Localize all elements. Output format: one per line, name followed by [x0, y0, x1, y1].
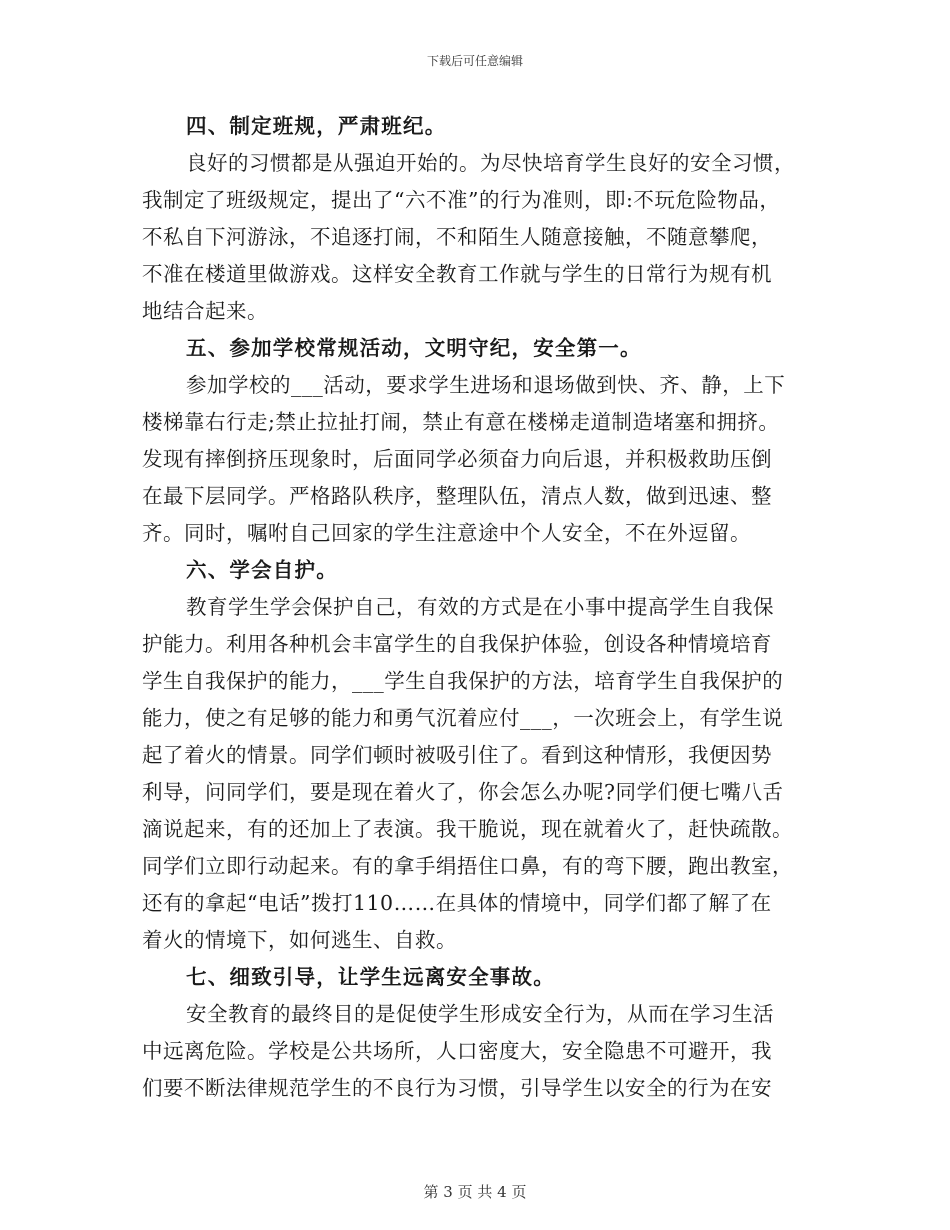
document-body — [142, 108, 822, 1107]
paragraph-line: 地结合起来。 — [142, 299, 268, 323]
paragraph-line: 能力，使之有足够的能力和勇气沉着应付___，一次班会上，有学生说 — [142, 706, 784, 730]
paragraph-line: 起了着火的情景。同学们顿时被吸引住了。看到这种情形，我便因势 — [142, 743, 772, 767]
paragraph-line: 们要不断法律规范学生的不良行为习惯，引导学生以安全的行为在安 — [142, 1076, 772, 1100]
paragraph-line: 安全教育的最终目的是促使学生形成安全行为，从而在学习生活 — [186, 1002, 774, 1026]
paragraph-line: 着火的情境下，如何逃生、自救。 — [142, 928, 457, 952]
paragraph-line: 参加学校的___活动，要求学生进场和退场做到快、齐、静，上下 — [186, 373, 786, 397]
paragraph-line: 教育学生学会保护自己，有效的方式是在小事中提高学生自我保 — [186, 595, 774, 619]
section-heading: 七、细致引导，让学生远离安全事故。 — [186, 965, 555, 989]
page-number: 第 3 页 共 4 页 — [423, 1183, 527, 1201]
section-heading: 六、学会自护。 — [186, 558, 338, 582]
paragraph-line: 利导，问同学们，要是现在着火了，你会怎么办呢?同学们便七嘴八舌 — [142, 780, 784, 804]
paragraph-line: 楼梯靠右行走;禁止拉扯打闹，禁止有意在楼梯走道制造堵塞和拥挤。 — [142, 410, 780, 434]
section-heading: 四、制定班规，严肃班纪。 — [186, 114, 447, 138]
paragraph-line: 中远离危险。学校是公共场所，人口密度大，安全隐患不可避开，我 — [142, 1039, 772, 1063]
section-heading: 五、参加学校常规活动，文明守纪，安全第一。 — [186, 336, 642, 360]
paragraph-line: 在最下层同学。严格路队秩序，整理队伍，清点人数，做到迅速、整 — [142, 484, 772, 508]
paragraph-line: 良好的习惯都是从强迫开始的。为尽快培育学生良好的安全习惯， — [186, 151, 795, 175]
paragraph-line: 不准在楼道里做游戏。这样安全教育工作就与学生的日常行为规有机 — [142, 262, 772, 286]
paragraph-line: 齐。同时，嘱咐自己回家的学生注意途中个人安全，不在外逗留。 — [142, 521, 751, 545]
paragraph-line: 学生自我保护的能力，___学生自我保护的方法，培育学生自我保护的 — [142, 669, 784, 693]
paragraph-line: 不私自下河游泳，不追逐打闹，不和陌生人随意接触，不随意攀爬， — [142, 225, 772, 249]
paragraph-line: 滴说起来，有的还加上了表演。我干脆说，现在就着火了，赶快疏散。 — [142, 817, 793, 841]
paragraph-line: 护能力。利用各种机会丰富学生的自我保护体验，创设各种情境培育 — [142, 632, 772, 656]
paragraph-line: 同学们立即行动起来。有的拿手绢捂住口鼻，有的弯下腰，跑出教室， — [142, 854, 793, 878]
page-header-note: 下载后可任意编辑 — [426, 54, 523, 68]
paragraph-line: 我制定了班级规定，提出了“六不准”的行为准则，即:不玩危险物品， — [142, 188, 781, 212]
paragraph-line: 发现有摔倒挤压现象时，后面同学必须奋力向后退，并积极救助压倒 — [142, 447, 772, 471]
paragraph-line: 还有的拿起“电话”拨打110……在具体的情境中，同学们都了解了在 — [142, 891, 772, 915]
